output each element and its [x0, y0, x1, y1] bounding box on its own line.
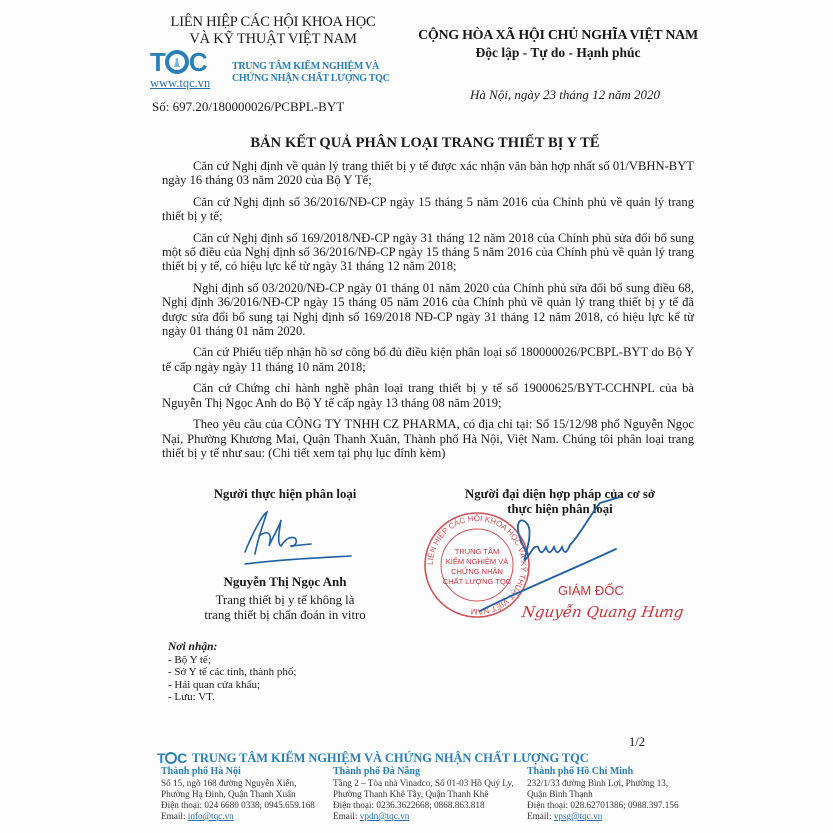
national-motto: Độc lập - Tự do - Hạnh phúc — [475, 45, 641, 60]
document-body — [162, 159, 694, 467]
place-date: Hà Nội, ngày 23 tháng 12 năm 2020 — [470, 87, 660, 102]
paragraph: Căn cứ Nghị định số 169/2018/NĐ-CP ngày 31 tháng 12 năm 2018 của Chính phủ sửa đổi bổ sung một số điều của Nghị định số 36/2016/NĐ-CP ngày 15 tháng 5 năm 2016 của Chính phủ về quản lý trang thiết bị y tế, có hiệu lực kể từ ngày 31 tháng 12 năm 2018; — [162, 230, 694, 274]
paragraph: Căn cứ Nghị định về quản lý trang thiết bị y tế được xác nhận văn bản hợp nhất số 01/VBHN-BYT ngày 16 tháng 03 năm 2020 của Bộ Y Tế; — [162, 159, 694, 188]
recipient-item: - Hải quan cửa khẩu; — [168, 678, 261, 691]
footer-center-name: TRUNG TÂM KIỂM NGHIỆM VÀ CHỨNG NHẬN CHẤT LƯỢNG TQC — [191, 750, 589, 765]
director-title: GIÁM ĐỐC — [558, 583, 624, 598]
director-name: Nguyễn Quang Hưng — [520, 603, 685, 621]
office-city: Thành phố Hà Nội — [161, 766, 241, 777]
website-link[interactable]: www.tqc.vn — [150, 76, 211, 90]
document-title: BẢN KẾT QUẢ PHÂN LOẠI TRANG THIẾT BỊ Y TẾ — [250, 135, 600, 151]
office-danang — [333, 766, 519, 822]
email-link[interactable]: info@tqc.vn — [187, 811, 234, 821]
office-address: 232/1/33 đường Bình Lợi, Phường 13, — [527, 778, 669, 788]
national-header — [408, 28, 708, 103]
classifier-name: Nguyễn Thị Ngọc Anh — [223, 574, 347, 589]
recipients-label: Nơi nhận: — [168, 641, 218, 653]
recipient-item: - Sở Y tế các tỉnh, thành phố; — [168, 666, 297, 678]
paragraph: Căn cứ Nghị định số 36/2016/NĐ-CP ngày 15 tháng 5 năm 2016 của Chính phủ về quản lý trang thiết bị y tế; — [162, 194, 694, 224]
office-phone: Điện thoại: 024 6680 0338; 0945.659.168 — [161, 800, 315, 810]
paragraph: Căn cứ Phiếu tiếp nhận hồ sơ công bố đủ điều kiện phân loại số 180000026/PCBPL-BYT do Bộ Y tế cấp ngày ngày 11 tháng 10 năm 2018; — [162, 345, 694, 374]
parent-org-line2: VÀ KỸ THUẬT VIỆT NAM — [189, 31, 357, 47]
document-number: Số: 697.20/180000026/PCBPL-BYT — [152, 99, 345, 114]
office-phone: Điện thoại: 028.62701386; 0988.397.156 — [527, 800, 679, 810]
email-label: Email: — [527, 811, 554, 821]
email-label: Email: — [333, 811, 360, 821]
office-address: Số 15, ngõ 168 đường Nguyễn Xiển, — [161, 778, 297, 788]
office-address: Phường Thanh Khê Tây, Quận Thanh Khê — [333, 789, 489, 799]
tqc-logo-mark: T C — [150, 47, 207, 77]
nation-name: CỘNG HÒA XÃ HỘI CHỦ NGHĨA VIỆT NAM — [418, 28, 698, 43]
representative-role-line2: thực hiện phân loại — [507, 502, 613, 516]
tqc-logo — [150, 49, 226, 90]
paragraph: Theo yêu cầu của CÔNG TY TNHH CZ PHARMA, có địa chỉ tại: Số 15/12/98 phố Nguyễn Ngọc Nại, Phường Khương Mai, Quận Thanh Xuân, Thành phố Hà Nội, Việt Nam. Chúng tôi phân loại trang thiết bị y tế như sau: (Chi tiết xem tại phụ lục đính kèm) — [162, 417, 694, 460]
office-hanoi — [161, 766, 329, 822]
device-note-line2: trang thiết bị chẩn đoán in vitro — [204, 608, 366, 622]
email-label: Email: — [161, 811, 188, 821]
office-city: Thành phố Hồ Chí Minh — [527, 766, 634, 777]
footer-tqc-logo: T C — [157, 750, 187, 766]
parent-org-line1: LIÊN HIỆP CÁC HỘI KHOA HỌC — [170, 14, 376, 30]
representative-role-line1: Người đại diện hợp pháp của cơ sở — [465, 487, 655, 501]
center-name — [232, 61, 390, 85]
device-note-line1: Trang thiết bị y tế không là — [215, 593, 355, 607]
page-number: 1/2 — [629, 735, 645, 749]
recipient-item: - Lưu: VT. — [168, 691, 215, 703]
flask-icon — [165, 50, 189, 74]
stamp-text-line: CHẤT LƯỢNG TQC — [442, 577, 512, 586]
stamp-text-line: KIỂM NGHIỆM VÀ — [445, 557, 509, 566]
office-phone: Điện thoại: 0236.3622668; 0868.863.818 — [333, 800, 485, 810]
email-link[interactable]: vpdn@tqc.vn — [359, 811, 410, 821]
handwritten-signature — [215, 502, 355, 570]
office-address: Tầng 2 – Tòa nhà Vinadco, Số 01-03 Hồ Quý Ly, — [333, 778, 514, 788]
office-address: Quận Bình Thạnh — [527, 789, 593, 799]
stamp-text-line: TRUNG TÂM — [454, 547, 500, 556]
paragraph: Căn cứ Chứng chỉ hành nghề phân loại trang thiết bị y tế số 19000625/BYT-CCHNPL của bà Nguyễn Thị Ngọc Anh do Bộ Y tế cấp ngày 13 tháng 08 năm 2019; — [162, 381, 694, 410]
center-name-line1: TRUNG TÂM KIỂM NGHIỆM VÀ — [232, 61, 379, 72]
issuer-header — [150, 14, 410, 115]
office-city: Thành phố Đà Nẵng — [333, 766, 420, 777]
recipient-item: - Bộ Y tế; — [168, 653, 211, 666]
office-address: Phường Hạ Đình, Quận Thanh Xuân — [161, 789, 296, 799]
stamp-text-line: CHỨNG NHẬN — [451, 567, 503, 576]
flask-icon — [165, 752, 177, 764]
center-name-line2: CHỨNG NHẬN CHẤT LƯỢNG TQC — [232, 73, 390, 84]
office-hcmc — [527, 766, 717, 822]
footer — [157, 750, 717, 822]
stamp-ring-text: LIÊN HIỆP CÁC HỘI KHOA HỌC VÀ KỸ THUẬT VIỆT NAM — [425, 513, 529, 617]
paragraph: Nghị định số 03/2020/NĐ-CP ngày 01 tháng 01 năm 2020 của Chính phủ sửa đổi bổ sung điều 68, Nghị định 36/2016/NĐ-CP ngày 15 tháng 05 năm 2016 của Chính phủ về quản lý trang thiết bị y tế đã được sửa đổi bổ sung tại Nghị định số 169/2018 NĐ-CP ngày 31 tháng 12 năm 2018, có hiệu lực kể từ ngày 01 tháng 01 năm 2020. — [162, 280, 694, 339]
recipients-list — [168, 641, 296, 704]
email-link[interactable]: vpsg@tqc.vn — [553, 811, 603, 821]
classifier-signature-block — [150, 487, 420, 623]
classifier-role: Người thực hiện phân loại — [213, 487, 357, 501]
